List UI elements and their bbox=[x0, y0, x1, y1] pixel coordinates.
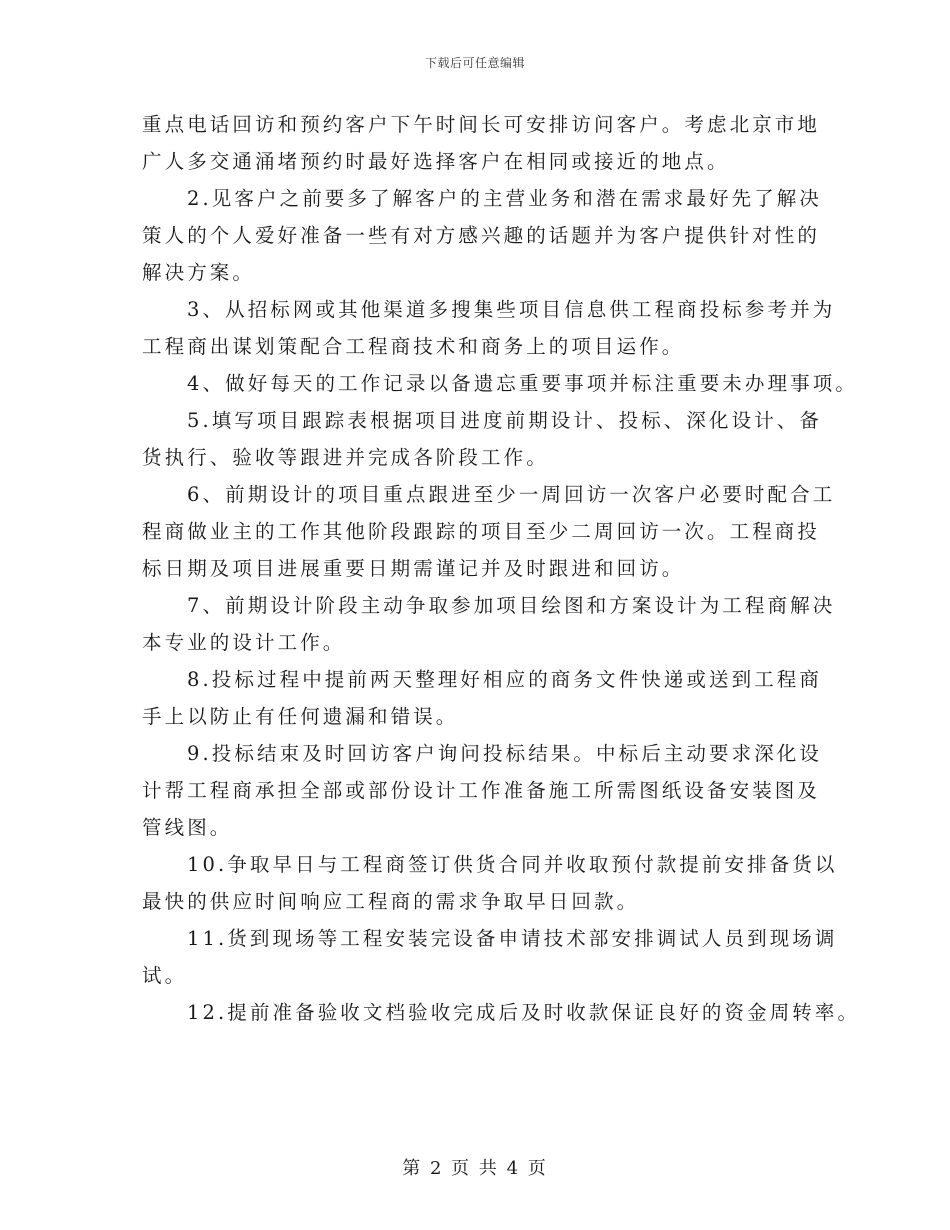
text-line: 货执行、验收等跟进并完成各阶段工作。 bbox=[142, 446, 549, 469]
paragraph-item-4 bbox=[142, 365, 858, 402]
page-number-footer: 第 2 页 共 4 页 bbox=[402, 1158, 548, 1179]
page-header: 下载后可任意编辑 bbox=[424, 56, 525, 70]
text-line: 重点电话回访和预约客户下午时间长可安排访问客户。考虑北京市地 bbox=[142, 113, 821, 136]
text-line: 2.见客户之前要多了解客户的主营业务和潜在需求最好先了解决 bbox=[187, 187, 823, 210]
paragraph-item-10 bbox=[142, 846, 838, 920]
paragraph-item-9 bbox=[142, 735, 822, 846]
text-line: 标日期及项目进展重要日期需谨记并及时跟进和回访。 bbox=[142, 557, 685, 580]
text-line: 5.填写项目跟踪表根据项目进度前期设计、投标、深化设计、备 bbox=[187, 409, 823, 432]
text-line: 12.提前准备验收文档验收完成后及时收款保证良好的资金周转率。 bbox=[187, 1001, 861, 1024]
text-line: 9.投标结束及时回访客户询问投标结果。中标后主动要求深化设 bbox=[187, 742, 823, 765]
text-line: 11.货到现场等工程安装完设备申请技术部安排调试人员到现场调 bbox=[187, 927, 838, 950]
text-line: 6、前期设计的项目重点跟进至少一周回访一次客户必要时配合工 bbox=[187, 483, 836, 506]
text-line: 解决方案。 bbox=[142, 261, 256, 284]
text-line: 手上以防止有任何遗漏和错误。 bbox=[142, 705, 459, 728]
paragraph-item-11 bbox=[142, 920, 838, 994]
text-line: 本专业的设计工作。 bbox=[142, 631, 346, 654]
paragraph-item-7 bbox=[142, 587, 836, 661]
paragraph-item-5 bbox=[142, 402, 822, 476]
text-line: 3、从招标网或其他渠道多搜集些项目信息供工程商投标参考并为 bbox=[187, 298, 836, 321]
paragraph-continuation bbox=[142, 106, 822, 180]
text-line: 管线图。 bbox=[142, 816, 233, 839]
paragraph-item-12 bbox=[142, 994, 861, 1031]
text-line: 广人多交通涌堵预约时最好选择客户在相同或接近的地点。 bbox=[142, 150, 730, 173]
document-body bbox=[142, 106, 861, 1031]
text-line: 试。 bbox=[142, 964, 188, 987]
paragraph-item-3 bbox=[142, 291, 836, 365]
text-line: 4、做好每天的工作记录以备遗忘重要事项并标注重要未办理事项。 bbox=[187, 372, 858, 395]
text-line: 7、前期设计阶段主动争取参加项目绘图和方案设计为工程商解决 bbox=[187, 594, 836, 617]
paragraph-item-8 bbox=[142, 661, 822, 735]
paragraph-item-2 bbox=[142, 180, 822, 291]
paragraph-item-6 bbox=[142, 476, 836, 587]
text-line: 策人的个人爱好准备一些有对方感兴趣的话题并为客户提供针对性的 bbox=[142, 224, 821, 247]
text-line: 程商做业主的工作其他阶段跟踪的项目至少二周回访一次。工程商投 bbox=[142, 520, 821, 543]
text-line: 8.投标过程中提前两天整理好相应的商务文件快递或送到工程商 bbox=[187, 668, 823, 691]
text-line: 最快的供应时间响应工程商的需求争取早日回款。 bbox=[142, 890, 640, 913]
text-line: 计帮工程商承担全部或部份设计工作准备施工所需图纸设备安装图及 bbox=[142, 779, 821, 802]
text-line: 10.争取早日与工程商签订供货合同并收取预付款提前安排备货以 bbox=[187, 853, 838, 876]
text-line: 工程商出谋划策配合工程商技术和商务上的项目运作。 bbox=[142, 335, 685, 358]
